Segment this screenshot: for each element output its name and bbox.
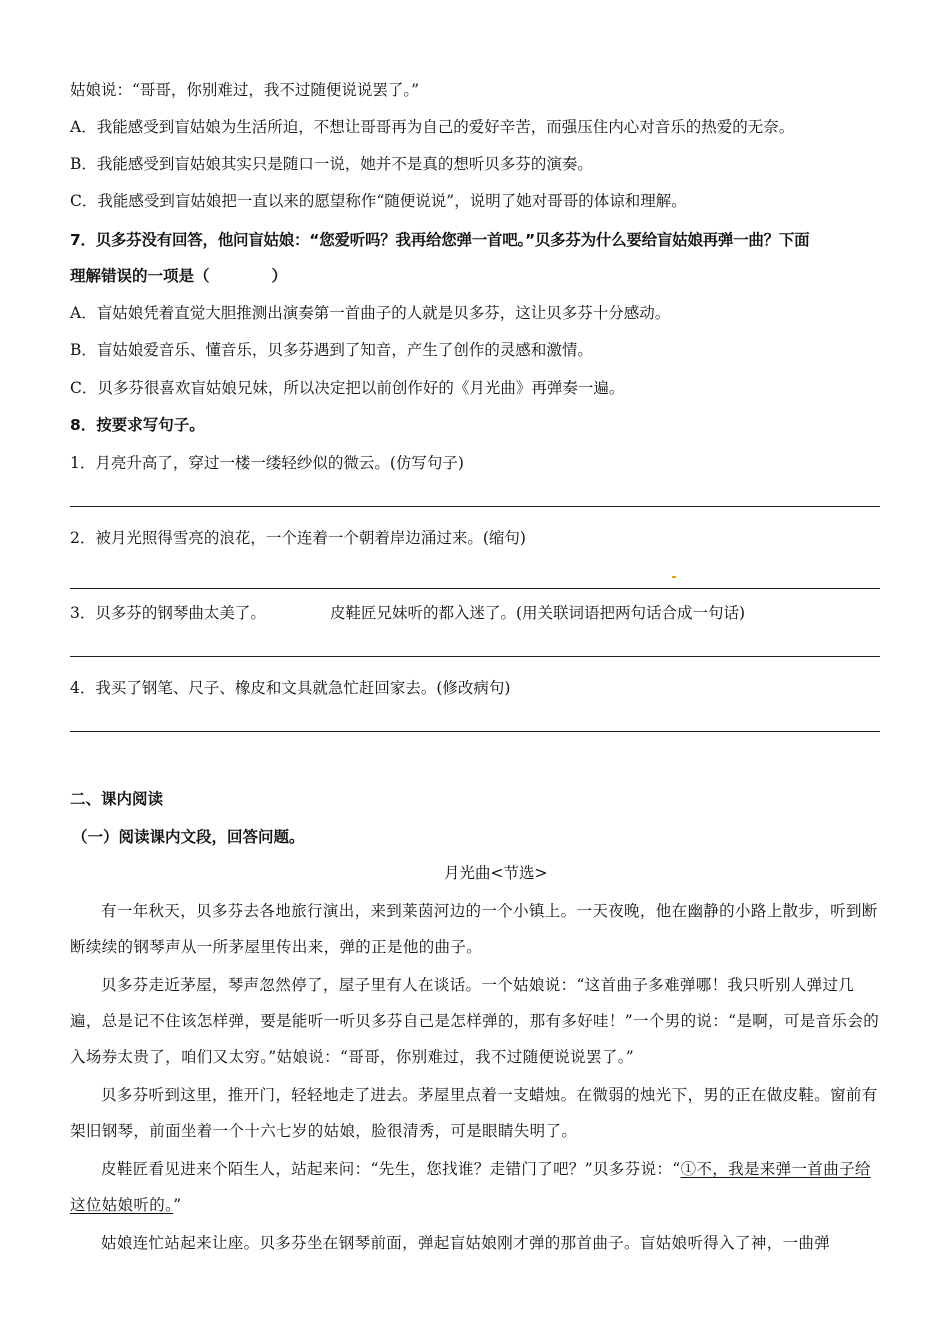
stray-mark	[672, 576, 676, 578]
q7-stem-line1: 7．贝多芬没有回答，他问盲姑娘：“您爱听吗？我再给您弹一首吧。”贝多芬为什么要给盲姑娘再弹一曲？下面	[70, 231, 810, 249]
answer-line-3[interactable]	[70, 656, 880, 657]
paragraph-4-text: 皮鞋匠看见进来个陌生人，站起来问：“先生，您找谁？走错门了吧？”贝多芬说：“	[101, 1160, 681, 1178]
q8-item-2: 2．被月光照得雪亮的浪花，一个连着一个朝着岸边涌过来。(缩句)	[70, 529, 526, 547]
q7-option-c[interactable]: C．贝多芬很喜欢盲姑娘兄妹，所以决定把以前创作好的《月光曲》再弹奏一遍。	[70, 379, 625, 397]
passage-paragraph-1: 有一年秋天，贝多芬去各地旅行演出，来到莱茵河边的一个小镇上。一天夜晚，他在幽静的小路上散步，听到断断续续的钢琴声从一所茅屋里传出来，弹的正是他的曲子。	[70, 902, 878, 956]
answer-line-1[interactable]	[70, 506, 880, 507]
passage-paragraph-3: 贝多芬听到这里，推开门，轻轻地走了进去。茅屋里点着一支蜡烛。在微弱的烛光下，男的正在做皮鞋。窗前有架旧钢琴，前面坐着一个十六七岁的姑娘，脸很清秀，可是眼睛失明了。	[70, 1086, 878, 1140]
answer-line-2[interactable]	[70, 588, 880, 589]
q6-option-b[interactable]: B．我能感受到盲姑娘其实只是随口一说，她并不是真的想听贝多芬的演奏。	[70, 155, 593, 173]
q7-option-b[interactable]: B．盲姑娘爱音乐、懂音乐，贝多芬遇到了知音，产生了创作的灵感和激情。	[70, 341, 593, 359]
underlined-sentence-1: ①不，我是来弹一首曲子给这位姑娘听的。	[70, 1160, 871, 1214]
q8-item-3: 3．贝多芬的钢琴曲太美了。	[70, 604, 266, 622]
q6-option-a[interactable]: A．我能感受到盲姑娘为生活所迫，不想让哥哥再为自己的爱好辛苦，而强压住内心对音乐的热爱的无奈。	[70, 118, 795, 136]
section-subtitle: （一）阅读课内文段，回答问题。	[72, 828, 305, 846]
q7-stem-line2: 理解错误的一项是（ ）	[70, 267, 288, 285]
paragraph-4-closing-quote: ”	[173, 1196, 182, 1214]
passage-paragraph-5: 姑娘连忙站起来让座。贝多芬坐在钢琴前面，弹起盲姑娘刚才弹的那首曲子。盲姑娘听得入了神，一曲弹	[101, 1234, 831, 1252]
passage-paragraph-4	[70, 1151, 882, 1223]
q8-item-1: 1．月亮升高了，穿过一楼一缕轻纱似的微云。(仿写句子)	[70, 454, 464, 472]
q8-item-4: 4．我买了钢笔、尺子、橡皮和文具就急忙赶回家去。(修改病句)	[70, 679, 511, 697]
quote-line: 姑娘说：“哥哥，你别难过，我不过随便说说罢了。”	[70, 81, 420, 99]
q7-option-a[interactable]: A．盲姑娘凭着直觉大胆推测出演奏第一首曲子的人就是贝多芬，这让贝多芬十分感动。	[70, 304, 671, 322]
q6-option-c[interactable]: C．我能感受到盲姑娘把一直以来的愿望称作“随便说说”，说明了她对哥哥的体谅和理解。	[70, 192, 687, 210]
passage-paragraph-2: 贝多芬走近茅屋，琴声忽然停了，屋子里有人在谈话。一个姑娘说：“这首曲子多难弹哪！我只听别人弹过几遍，总是记不住该怎样弹，要是能听一听贝多芬自己是怎样弹的，那有多好哇！”一个男的说：“是啊，可是音乐会的入场券太贵了，咱们又太穷。”姑娘说：“哥哥，你别难过，我不过随便说说罢了。”	[70, 976, 880, 1066]
passage-title: 月光曲<节选>	[444, 864, 548, 882]
q8-item-3-tail: 皮鞋匠兄妹听的都入迷了。(用关联词语把两句话合成一句话)	[330, 604, 746, 622]
q8-title: 8．按要求写句子。	[70, 416, 205, 434]
section-title: 二、课内阅读	[70, 790, 164, 808]
answer-line-4[interactable]	[70, 731, 880, 732]
